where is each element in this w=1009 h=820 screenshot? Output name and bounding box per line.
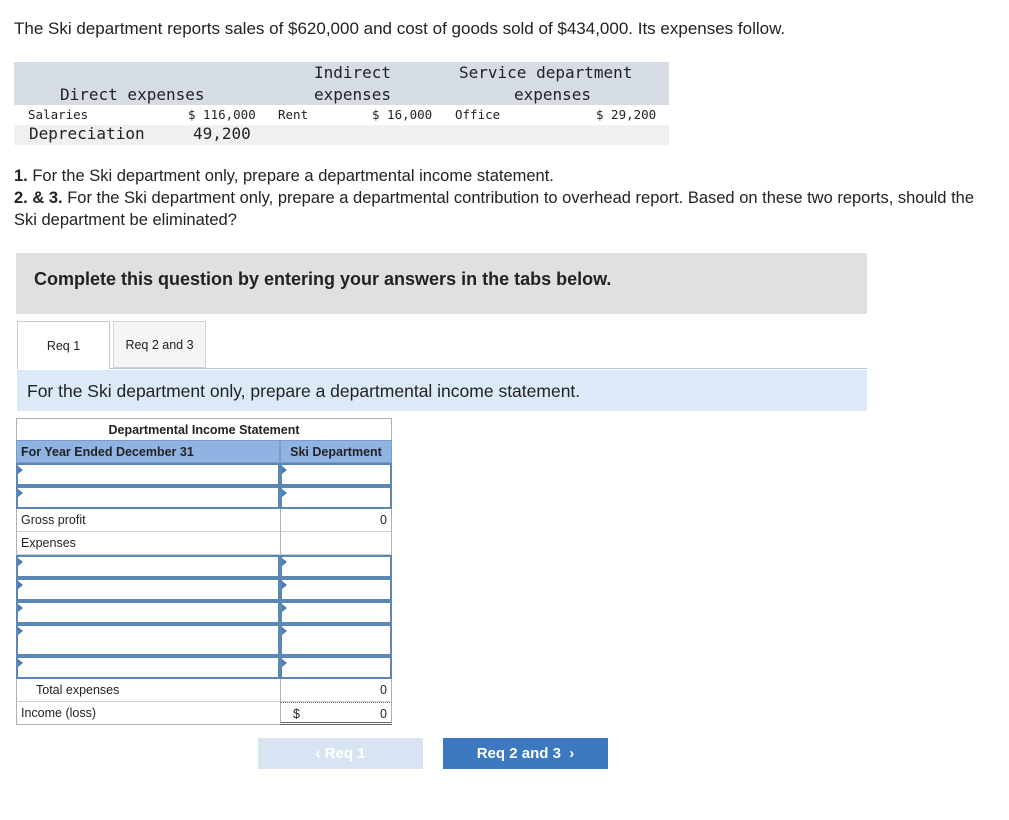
income-loss-label: Income (loss) xyxy=(16,702,280,725)
label-depreciation: Depreciation xyxy=(29,124,145,143)
line-item-label-input[interactable] xyxy=(16,463,280,486)
statement-title: Departmental Income Statement xyxy=(16,418,392,440)
question-1: 1. For the Ski department only, prepare a departmental income statement. xyxy=(14,167,554,185)
gross-profit-value: 0 xyxy=(280,509,392,532)
expense-label-input[interactable] xyxy=(16,578,280,601)
next-req-2-and-3-button[interactable]: Req 2 and 3 › xyxy=(443,738,608,769)
header-indirect-expenses-line1: Indirect xyxy=(314,63,392,82)
expense-amount-input[interactable] xyxy=(280,578,392,601)
label-rent: Rent xyxy=(278,107,309,122)
income-loss-row xyxy=(16,702,392,725)
input-row xyxy=(16,578,392,601)
expense-amount-input[interactable] xyxy=(280,555,392,578)
line-item-amount-input[interactable] xyxy=(280,486,392,509)
expense-label-input[interactable] xyxy=(16,624,280,656)
header-indirect-expenses-line2: expenses xyxy=(314,85,392,104)
tab-req-1[interactable]: Req 1 xyxy=(17,321,110,369)
dropdown-marker-icon xyxy=(18,581,23,589)
expense-amount-input[interactable] xyxy=(280,624,392,656)
gross-profit-row xyxy=(16,509,392,532)
dropdown-marker-icon xyxy=(282,581,287,589)
total-expenses-value: 0 xyxy=(280,679,392,702)
tab-req-2-and-3[interactable]: Req 2 and 3 xyxy=(113,321,206,368)
income-loss-value: 0 xyxy=(380,707,387,721)
label-office: Office xyxy=(455,107,501,122)
expenses-label: Expenses xyxy=(16,532,280,555)
header-service-dept-line2: expenses xyxy=(514,85,592,104)
input-row xyxy=(16,656,392,679)
label-salaries: Salaries xyxy=(28,107,89,122)
statement-header-row xyxy=(16,440,392,463)
chevron-right-icon: › xyxy=(560,745,575,762)
value-depreciation: 49,200 xyxy=(193,124,251,143)
dropdown-marker-icon xyxy=(18,489,23,497)
income-statement-table xyxy=(16,418,392,725)
line-item-amount-input[interactable] xyxy=(280,463,392,486)
questions-block xyxy=(14,165,974,231)
given-row-1 xyxy=(14,105,669,125)
input-row xyxy=(16,624,392,656)
dropdown-marker-icon xyxy=(18,604,23,612)
input-row xyxy=(16,555,392,578)
ski-department-header: Ski Department xyxy=(280,440,392,463)
dropdown-marker-icon xyxy=(18,659,23,667)
dropdown-marker-icon xyxy=(18,466,23,474)
instruction-banner: For the Ski department only, prepare a departmental income statement. xyxy=(17,370,867,411)
question-2-3: 2. & 3. For the Ski department only, prepare a departmental contribution to overhead report. Based on these two reports, should the Ski department be eliminated? xyxy=(14,189,975,229)
dropdown-marker-icon xyxy=(18,558,23,566)
header-service-dept-line1: Service department xyxy=(459,63,633,82)
dropdown-marker-icon xyxy=(282,659,287,667)
input-row xyxy=(16,486,392,509)
input-row xyxy=(16,463,392,486)
value-rent: $ 16,000 xyxy=(372,107,433,122)
dropdown-marker-icon xyxy=(282,558,287,566)
expenses-heading-value xyxy=(280,532,392,555)
dropdown-marker-icon xyxy=(18,627,23,635)
complete-banner: Complete this question by entering your answers in the tabs below. xyxy=(16,253,867,314)
dropdown-marker-icon xyxy=(282,489,287,497)
expenses-heading-row xyxy=(16,532,392,555)
line-item-label-input[interactable] xyxy=(16,486,280,509)
header-direct-expenses: Direct expenses xyxy=(60,85,205,104)
tab-divider xyxy=(17,368,867,369)
value-salaries: $ 116,000 xyxy=(188,107,256,122)
expense-label-input[interactable] xyxy=(16,555,280,578)
prev-req-1-button: ‹ Req 1 xyxy=(258,738,423,769)
expense-label-input[interactable] xyxy=(16,601,280,624)
period-header: For Year Ended December 31 xyxy=(16,440,280,463)
dropdown-marker-icon xyxy=(282,466,287,474)
input-row xyxy=(16,601,392,624)
chevron-left-icon: ‹ xyxy=(315,745,325,762)
dropdown-marker-icon xyxy=(282,627,287,635)
income-loss-cell xyxy=(280,702,392,725)
income-currency-symbol: $ xyxy=(293,707,300,721)
dropdown-marker-icon xyxy=(282,604,287,612)
value-office: $ 29,200 xyxy=(596,107,657,122)
total-expenses-row xyxy=(16,679,392,702)
expense-amount-input[interactable] xyxy=(280,656,392,679)
expense-label-input[interactable] xyxy=(16,656,280,679)
total-expenses-label: Total expenses xyxy=(16,679,280,702)
gross-profit-label: Gross profit xyxy=(16,509,280,532)
given-expenses-table xyxy=(14,62,669,145)
expense-amount-input[interactable] xyxy=(280,601,392,624)
problem-intro: The Ski department reports sales of $620,000 and cost of goods sold of $434,000. Its expenses follow. xyxy=(14,19,786,38)
